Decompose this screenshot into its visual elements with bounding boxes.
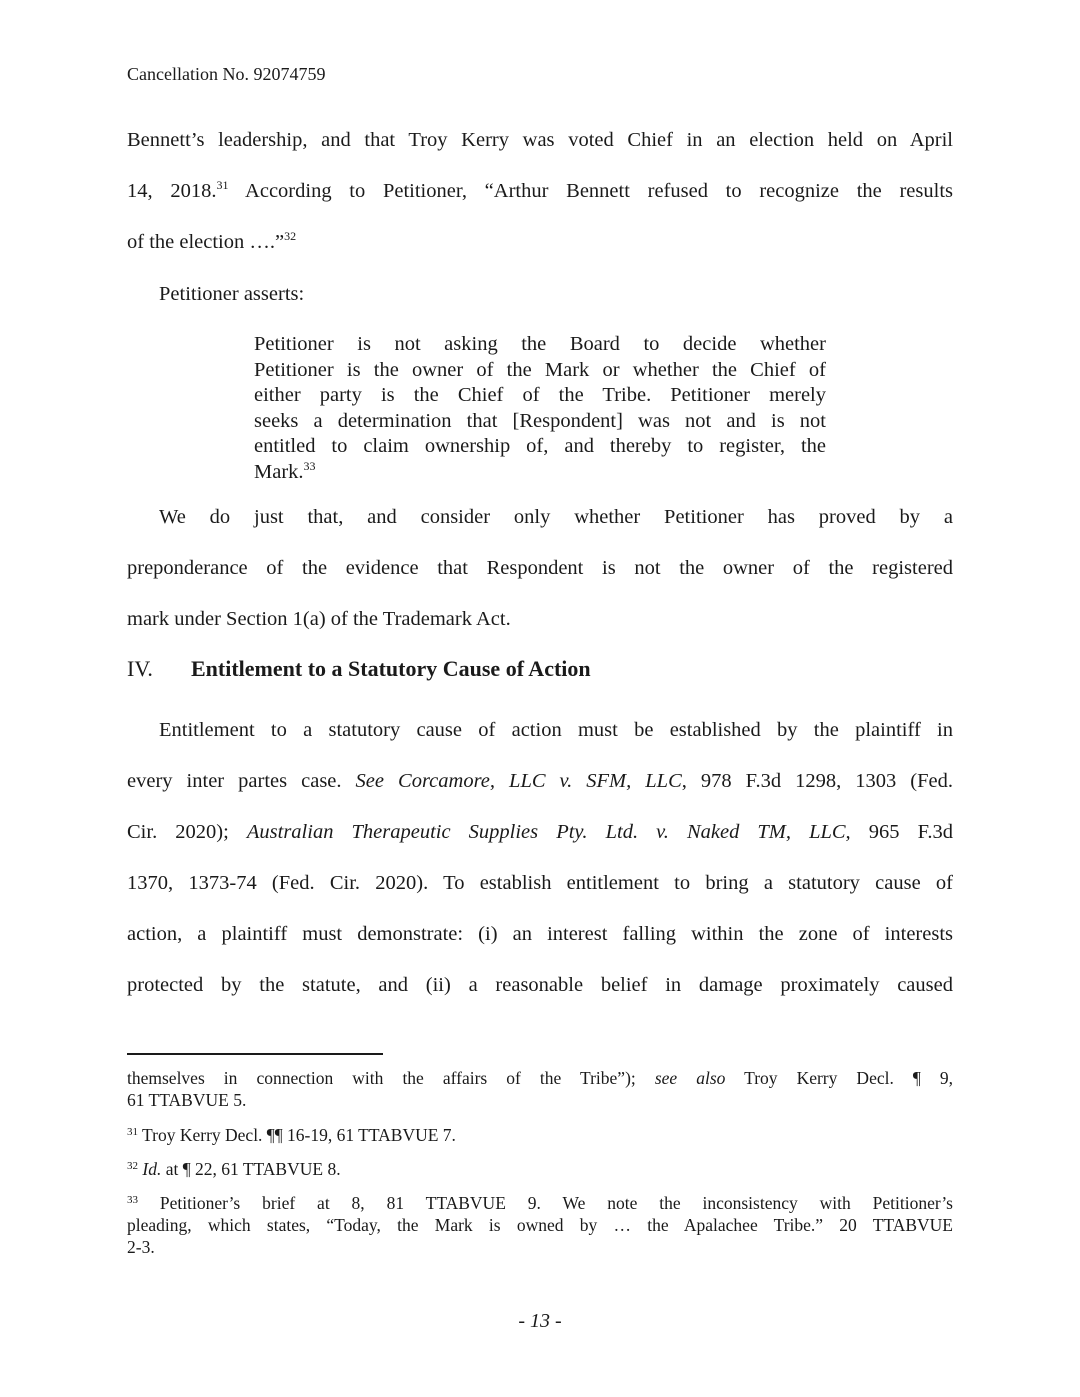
footnote-31: $^{31}$ Troy Kerry Decl. ¶¶ 16-19, 61 TTABVUE 7.	[127, 1125, 456, 1145]
paragraph-line: 1370, 1373-74 (Fed. Cir. 2020). To establish entitlement to bring a statutory cause of	[127, 872, 953, 894]
page-number: - 13 -	[518, 1310, 562, 1332]
quote-line: seeks a determination that [Respondent] was not and is not	[254, 409, 826, 432]
section-title: Entitlement to a Statutory Cause of Action	[191, 656, 591, 681]
section-number: IV.	[127, 656, 153, 681]
paragraph-line: Bennett’s leadership, and that Troy Kerry was voted Chief in an election held on April	[127, 129, 953, 151]
footnote-ref-31: 31	[216, 178, 229, 192]
footnote-divider	[127, 1053, 383, 1055]
paragraph-election	[127, 115, 953, 268]
footnote-33: $^{33}$ Petitioner’s brief at 8, 81 TTABVUE 9. We note the inconsistency with Petitioner’s pleading, which states, “Today, the Mark is owned by … the Apalachee Tribe.” 20 TTABVUE 2-3.	[127, 1193, 953, 1257]
quote-line: either party is the Chief of the Tribe. Petitioner merely	[254, 384, 826, 407]
quote-line: Petitioner is not asking the Board to decide whether	[254, 333, 826, 355]
petitioner-asserts: Petitioner asserts:	[159, 283, 305, 305]
paragraph-line: every inter partes case. See Corcamore, LLC v. SFM, LLC, 978 F.3d 1298, 1303 (Fed.	[127, 770, 953, 792]
paragraph-line: mark under Section 1(a) of the Trademark Act.	[127, 608, 511, 630]
block-quote	[254, 332, 826, 486]
citation-signal: See	[355, 770, 384, 792]
paragraph-line: preponderance of the evidence that Respondent is not the owner of the registered	[127, 557, 953, 579]
footnote-ref-33: 33	[303, 458, 316, 473]
paragraph-line: Entitlement to a statutory cause of action must be established by the plaintiff in	[159, 719, 953, 741]
quote-line: entitled to claim ownership of, and thereby to register, the	[254, 435, 826, 458]
paragraph-line: 14, 2018.31 According to Petitioner, “Arthur Bennett refused to recognize the results	[127, 178, 954, 202]
quote-line: Petitioner is the owner of the Mark or whether the Chief of	[254, 358, 826, 381]
footnote-ref-32: 32	[284, 229, 297, 243]
footnote-continued: themselves in connection with the affairs of the Tribe”); see also Troy Kerry Decl. ¶ 9, 61 TTABVUE 5.	[127, 1068, 953, 1110]
case-name: Corcamore, LLC v. SFM, LLC	[384, 770, 682, 792]
footnote-32: $^{32}$ Id. at ¶ 22, 61 TTABVUE 8.	[127, 1159, 341, 1179]
paragraph-line: action, a plaintiff must demonstrate: (i) an interest falling within the zone of interests	[127, 923, 953, 945]
case-name: Australian Therapeutic Supplies Pty. Ltd. v. Naked TM, LLC,	[246, 821, 851, 843]
case-number-header: Cancellation No. 92074759	[127, 64, 326, 84]
paragraph-line: Cir. 2020); Australian Therapeutic Supplies Pty. Ltd. v. Naked TM, LLC, 965 F.3d	[127, 821, 953, 843]
quote-line: Mark.$^{33}$	[254, 458, 316, 483]
paragraph-entitlement	[127, 705, 953, 1011]
section-heading	[127, 656, 591, 682]
paragraph-line: protected by the statute, and (ii) a reasonable belief in damage proximately caused	[127, 974, 953, 996]
paragraph-we-do	[127, 492, 953, 645]
paragraph-line: We do just that, and consider only whether Petitioner has proved by a	[159, 506, 953, 528]
paragraph-line: of the election ….”$^{32}$	[127, 229, 297, 253]
